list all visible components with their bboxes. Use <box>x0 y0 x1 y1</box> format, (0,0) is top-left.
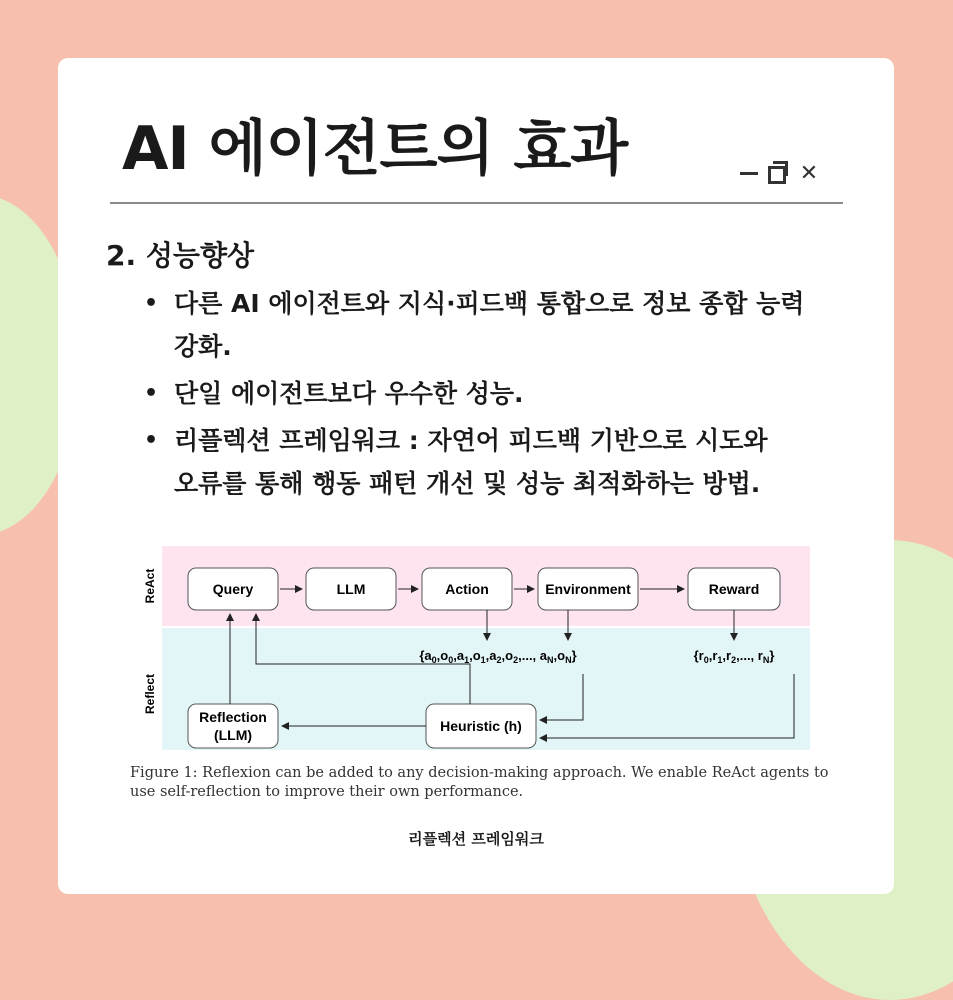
list-item <box>138 419 848 505</box>
slide-card <box>58 58 894 894</box>
bullet-text-line: 강화. <box>174 332 232 361</box>
bullet-text-line: 단일 에이전트보다 우수한 성능. <box>174 379 524 408</box>
title-divider <box>110 202 843 204</box>
restore-icon[interactable] <box>768 162 790 184</box>
bullet-icon: • <box>144 428 159 453</box>
list-item <box>138 372 848 415</box>
list-item <box>138 282 848 368</box>
page-title: AI 에이전트의 효과 <box>122 114 628 184</box>
bullet-icon: • <box>144 381 159 406</box>
query-label: Query <box>212 581 254 597</box>
figure-label: 리플렉션 프레임워크 <box>408 830 544 848</box>
trajectory-label: {$a_0,o_0,a_1,o_1,a_2,o_2$,..., $a_N,o_N$} <box>419 648 577 665</box>
action-label: Action <box>445 581 489 597</box>
bullet-list <box>138 282 848 509</box>
environment-label: Environment <box>545 581 631 597</box>
window-controls <box>738 162 820 184</box>
reflection-label-line2: (LLM) <box>213 727 253 743</box>
reward-label: Reward <box>708 581 760 597</box>
bullet-icon: • <box>144 291 159 316</box>
minimize-icon[interactable] <box>738 162 760 184</box>
figure-caption: Figure 1: Reflexion can be added to any decision-making approach. We enable ReAct agents to use self-reflection to improve their own performance. <box>130 765 829 800</box>
bullet-text-line: 리플렉션 프레임워크 : 자연어 피드백 기반으로 시도와 <box>174 426 768 455</box>
reflect-row-label: Reflect <box>143 673 157 715</box>
llm-label: LLM <box>336 581 366 597</box>
rewards-label: {$r_0,r_1,r_2$,..., $r_N$} <box>693 648 775 665</box>
react-row-label: ReAct <box>143 568 157 604</box>
bullet-text-line: 다른 AI 에이전트와 지식·피드백 통합으로 정보 종합 능력 <box>174 289 805 318</box>
bullet-text-line: 오류를 통해 행동 패턴 개선 및 성능 최적화하는 방법. <box>174 469 761 498</box>
close-icon[interactable]: ✕ <box>799 160 819 186</box>
heuristic-label: Heuristic (h) <box>440 718 522 734</box>
reflection-label-line1: Reflection <box>199 709 267 725</box>
section-heading: 2. 성능향상 <box>106 239 255 272</box>
